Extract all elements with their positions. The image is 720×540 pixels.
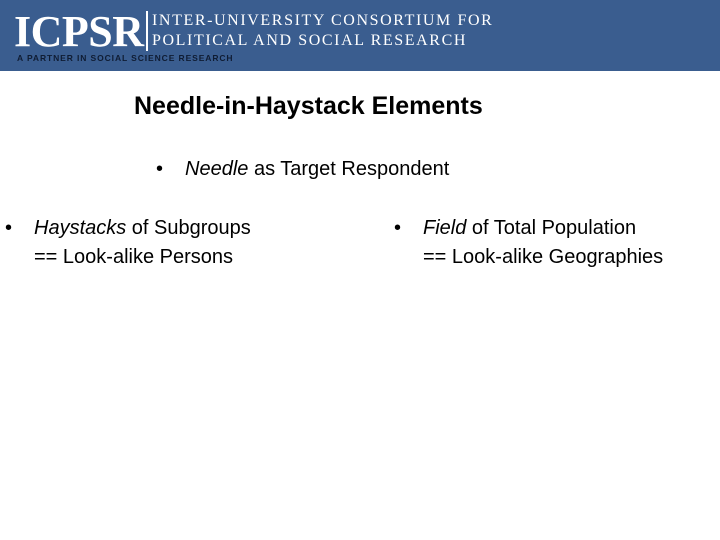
bullet-text bbox=[394, 214, 663, 243]
bullet-dot: • bbox=[5, 217, 13, 239]
header-banner bbox=[0, 0, 720, 71]
logo-divider bbox=[146, 11, 148, 51]
bullet-text bbox=[5, 214, 251, 243]
bullet-needle bbox=[156, 155, 449, 184]
icpsr-logo: ICPSR bbox=[14, 7, 144, 56]
bullet-rest: of Total Population bbox=[466, 217, 637, 239]
bullet-field bbox=[394, 214, 663, 272]
bullet-dot: • bbox=[156, 158, 164, 180]
bullet-emphasis: Needle bbox=[185, 158, 249, 180]
slide-title: Needle-in-Haystack Elements bbox=[134, 92, 483, 120]
bullet-line-2: == Look-alike Persons bbox=[34, 246, 234, 268]
bullet-rest: as Target Respondent bbox=[248, 158, 450, 180]
bullet-line-2: == Look-alike Geographies bbox=[423, 246, 664, 268]
bullet-haystacks bbox=[5, 214, 251, 272]
bullet-text bbox=[156, 155, 449, 184]
consortium-line-2: POLITICAL AND SOCIAL RESEARCH bbox=[152, 32, 468, 49]
bullet-emphasis: Field bbox=[423, 217, 467, 239]
consortium-name bbox=[152, 11, 493, 51]
bullet-emphasis: Haystacks bbox=[34, 217, 127, 239]
tagline: A PARTNER IN SOCIAL SCIENCE RESEARCH bbox=[17, 53, 234, 63]
consortium-line-1: INTER-UNIVERSITY CONSORTIUM FOR bbox=[152, 12, 494, 29]
bullet-rest: of Subgroups bbox=[126, 217, 251, 239]
bullet-dot: • bbox=[394, 217, 402, 239]
